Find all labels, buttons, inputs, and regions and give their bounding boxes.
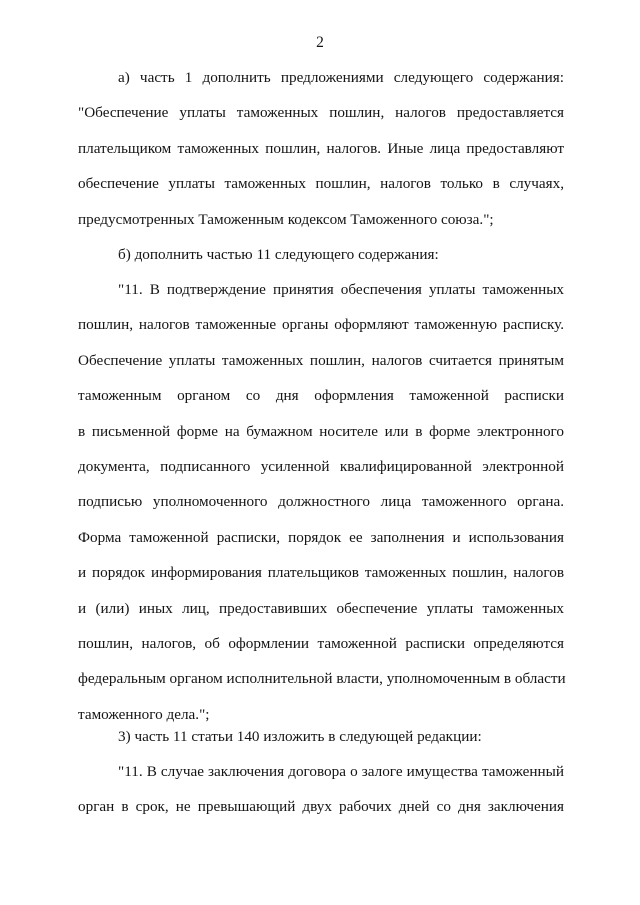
- text-line: Обеспечение уплаты таможенных пошлин, налогов считается принятым: [78, 351, 564, 369]
- text-line: и порядок информирования плательщиков таможенных пошлин, налогов: [78, 564, 564, 582]
- text-line: "Обеспечение уплаты таможенных пошлин, налогов предоставляется: [78, 104, 564, 122]
- text-line: а) часть 1 дополнить предложениями следующего содержания:: [118, 69, 564, 86]
- page-number: 2: [316, 34, 324, 51]
- text-line: Форма таможенной расписки, порядок ее заполнения и использования: [78, 528, 564, 546]
- text-line: таможенным органом со дня оформления таможенной расписки: [78, 387, 564, 405]
- text-line: и (или) иных лиц, предоставивших обеспечение уплаты таможенных: [78, 599, 564, 617]
- paragraph-d: [78, 727, 564, 762]
- paragraph-c: [78, 280, 564, 740]
- text-line: обеспечение уплаты таможенных пошлин, налогов только в случаях,: [78, 175, 564, 193]
- paragraph-e: [78, 762, 564, 833]
- text-line: предусмотренных Таможенным кодексом Таможенного союза.";: [78, 210, 494, 228]
- text-line: таможенного дела.";: [78, 705, 210, 723]
- text-line: "11. В подтверждение принятия обеспечения уплаты таможенных: [118, 281, 564, 298]
- paragraph-a: [78, 68, 564, 245]
- text-line: б) дополнить частью 11 следующего содержания:: [118, 246, 439, 263]
- text-line: орган в срок, не превышающий двух рабочих дней со дня заключения: [78, 798, 564, 816]
- text-line: плательщиком таможенных пошлин, налогов. Иные лица предоставляют: [78, 139, 564, 157]
- text-line: "11. В случае заключения договора о залоге имущества таможенный: [118, 763, 564, 780]
- text-line: документа, подписанного усиленной квалифицированной электронной: [78, 457, 564, 475]
- text-line: пошлин, налогов, об оформлении таможенной расписки определяются: [78, 634, 564, 652]
- text-line: пошлин, налогов таможенные органы оформляют таможенную расписку.: [78, 316, 564, 334]
- text-line: в письменной форме на бумажном носителе или в форме электронного: [78, 422, 564, 440]
- text-line: 3) часть 11 статьи 140 изложить в следующей редакции:: [118, 728, 482, 745]
- text-line: федеральным органом исполнительной власти, уполномоченным в области: [78, 670, 566, 688]
- text-line: подписью уполномоченного должностного лица таможенного органа.: [78, 493, 564, 511]
- paragraph-b: [78, 245, 564, 280]
